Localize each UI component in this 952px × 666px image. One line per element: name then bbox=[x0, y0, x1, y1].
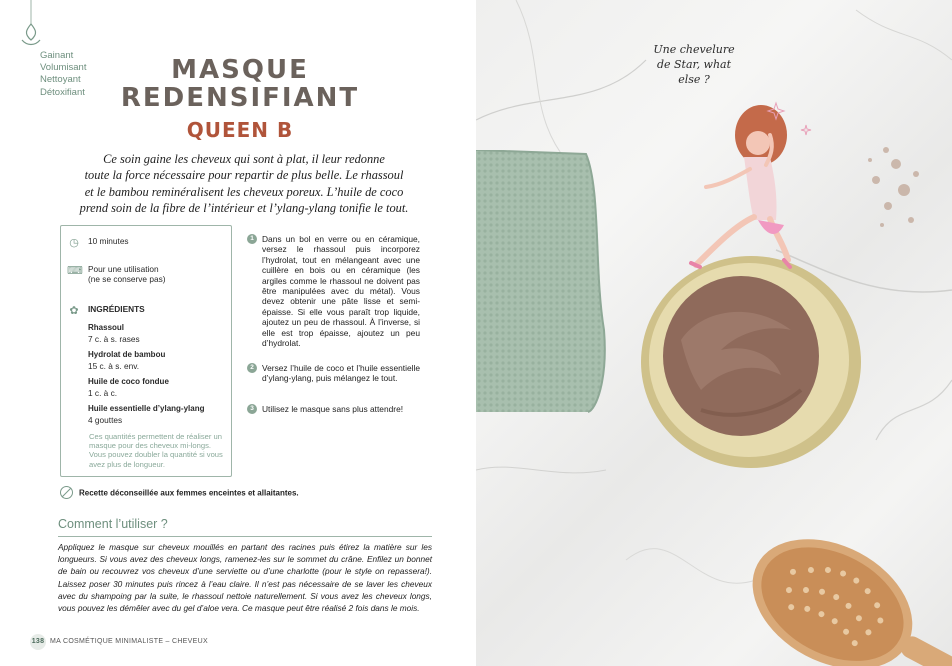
pregnancy-warning bbox=[60, 487, 299, 500]
clay-powder bbox=[856, 130, 946, 240]
step-text: Versez l’huile de coco et l’huile essentielle d’ylang-ylang, puis mélangez le tout. bbox=[262, 363, 420, 384]
speech-line: else ? bbox=[678, 73, 710, 86]
step-text: Utilisez le masque sans plus attendre! bbox=[262, 404, 404, 414]
bowl-icon: ⌨ bbox=[67, 265, 83, 277]
usage-note: (ne se conserve pas) bbox=[88, 274, 166, 284]
green-towel bbox=[476, 150, 616, 430]
ingredients-heading: INGRÉDIENTS bbox=[88, 304, 145, 314]
ingredient-name: Huile de coco fondue bbox=[88, 377, 169, 386]
wooden-hairbrush bbox=[726, 520, 952, 666]
page-number: 138 bbox=[30, 634, 46, 650]
recipe-info-box bbox=[60, 225, 232, 477]
leaf-drop-icon bbox=[18, 0, 44, 52]
property-item: Nettoyant bbox=[40, 74, 81, 86]
intro-paragraph bbox=[52, 151, 436, 216]
properties-list bbox=[40, 50, 86, 99]
speech-bubble-text bbox=[644, 42, 744, 87]
how-to-use-heading: Comment l’utiliser ? bbox=[58, 517, 168, 531]
recipe-subtitle: QUEEN B bbox=[186, 118, 294, 142]
property-item: Volumisant bbox=[40, 62, 87, 74]
step-number: 3 bbox=[247, 404, 257, 414]
ingredient-qty: 1 c. à c. bbox=[88, 388, 118, 398]
quantity-note: Ces quantités permettent de réaliser un masque pour des cheveux mi-longs. Vous pouvez doubler la quantité si vous avez plus de longueur. bbox=[89, 432, 223, 469]
intro-line: Ce soin gaine les cheveux qui sont à plat, il leur redonne bbox=[103, 152, 385, 166]
step-number: 2 bbox=[247, 363, 257, 373]
right-page-photo bbox=[476, 0, 952, 666]
gear-flower-icon: ✿ bbox=[69, 305, 79, 317]
speech-line: Une chevelure bbox=[653, 43, 735, 56]
heading-divider bbox=[58, 536, 432, 537]
sparkle-icon bbox=[766, 95, 826, 145]
time-value: 10 minutes bbox=[88, 236, 129, 246]
title-line: REDENSIFIANT bbox=[120, 83, 360, 113]
ingredient-name: Rhassoul bbox=[88, 323, 125, 332]
clock-icon: ◷ bbox=[69, 237, 79, 249]
intro-line: et le bambou reminéralisent les cheveux poreux. L’huile de coco bbox=[84, 184, 404, 199]
property-item: Gainant bbox=[40, 50, 74, 61]
title-line: MASQUE bbox=[171, 55, 309, 85]
ingredient-name: Hydrolat de bambou bbox=[88, 350, 166, 359]
ingredient-qty: 4 gouttes bbox=[88, 415, 123, 425]
warning-text: Recette déconseillée aux femmes enceintes et allaitantes. bbox=[79, 488, 299, 498]
ingredient-name: Huile essentielle d’ylang-ylang bbox=[88, 404, 205, 413]
step-text: Dans un bol en verre ou en céramique, versez le rhassoul puis incorporez l’hydrolat, tout en mélangeant avec une cuillère en bois ou en céramique (les argiles comme le rhassoul ne doivent pas être manipulées avec du métal). Vous devez obtenir une pâte lisse et semi-épaisse. Si elle vous paraît trop liquide, ajoutez un peu de rhassoul. À l’inverse, si elle est trop épaisse, ajoutez un peu d’hydrolat. bbox=[262, 234, 420, 349]
speech-line: de Star, what bbox=[656, 58, 732, 71]
ingredient-qty: 15 c. à s. env. bbox=[88, 361, 140, 371]
intro-line: toute la force nécessaire pour repartir de plus belle. Le rhassoul bbox=[84, 168, 404, 183]
how-to-use-text: Appliquez le masque sur cheveux mouillés en partant des racines puis étirez la matière sur les longueurs. Si vous avez des cheveux longs, ramenez-les sur le sommet du crâne. Enfilez un bonnet de bain ou recouvrez vos cheveux d’une serviette ou d’une charlotte (pour le style on repassera!). Laissez poser 30 minutes puis rincez à l’eau claire. Il n’est pas nécessaire de se laver les cheveux avec du shampoing par la suite, le rhassoul nettoie naturellement. Si vous avez les cheveux longs, vous pouvez les démêler avec du gel d’aloe vera. Ce masque peut être réalisé 2 fois dans le mois. bbox=[58, 542, 432, 614]
no-pregnancy-icon bbox=[60, 486, 73, 499]
intro-line: prend soin de la fibre de l’intérieur et l’ylang-ylang tonifie le tout. bbox=[79, 200, 409, 215]
ingredient-qty: 7 c. à s. rases bbox=[88, 334, 140, 344]
running-title: MA COSMÉTIQUE MINIMALISTE – CHEVEUX bbox=[50, 638, 208, 645]
recipe-title bbox=[100, 56, 380, 112]
step-number: 1 bbox=[247, 234, 257, 244]
property-item: Détoxifiant bbox=[40, 86, 85, 98]
usage-line: Pour une utilisation bbox=[88, 264, 159, 274]
page-footer bbox=[30, 634, 208, 650]
